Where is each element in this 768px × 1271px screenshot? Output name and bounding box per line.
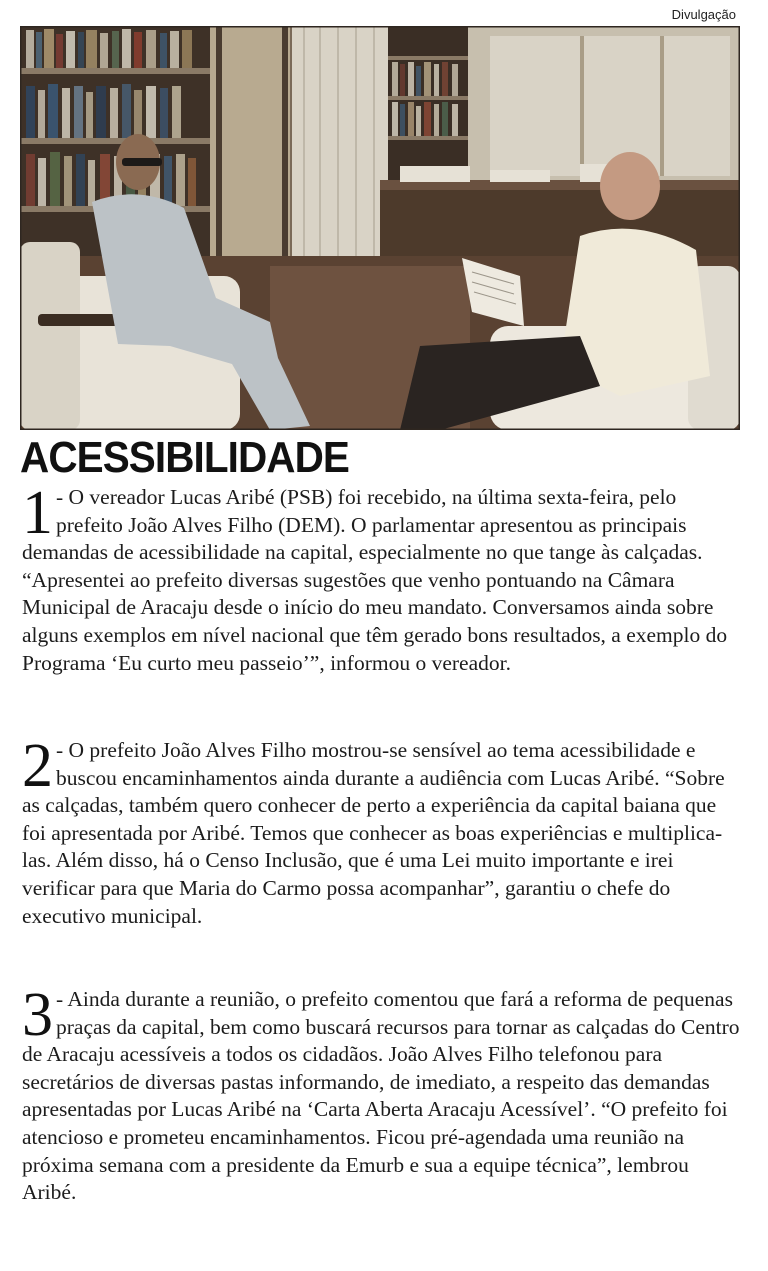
item-number: 1 bbox=[22, 479, 53, 547]
photo-credit: Divulgação bbox=[671, 7, 736, 22]
item-text: - Ainda durante a reunião, o prefeito comentou que fará a reforma de pequenas praças da capital, bem como buscará recursos para tornar as calçadas do Centro de Aracaju acessíveis a todos os cidadãos. João Alves Filho telefonou para secretários de diversas pastas informando, de imediato, a respeito das demandas apresentadas por Lucas Aribé na ‘Carta Aberta Aracaju Acessível’. “O prefeito foi atencioso e prometeu encaminhamentos. Ficou pré-agendada uma reunião na próxima semana com a presidente da Emurb e sua a equipe técnica”, lembrou Aribé. bbox=[22, 987, 740, 1205]
headline: ACESSIBILIDADE bbox=[20, 433, 349, 482]
item-number: 3 bbox=[22, 981, 53, 1049]
item-text: - O prefeito João Alves Filho mostrou-se sensível ao tema acessibilidade e buscou encaminhamentos ainda durante a audiência com Lucas Aribé. “Sobre as calçadas, também quero conhecer de perto a experiência da capital baiana que foi apresentada por Aribé. Temos que conhecer as boas experiências e multiplica-las. Além disso, há o Censo Inclusão, que é uma Lei muito importante e irei verificar para que Maria do Carmo possa acompanhar”, garantiu o chefe do executivo municipal. bbox=[22, 738, 725, 928]
item-number: 2 bbox=[22, 732, 53, 800]
item-text: - O vereador Lucas Aribé (PSB) foi recebido, na última sexta-feira, pelo prefeito João Alves Filho (DEM). O parlamentar apresentou as principais demandas de acessibilidade na capital, especialmente no que tange às calçadas. “Apresentei ao prefeito diversas sugestões que venho pontuando na Câmara Municipal de Aracaju desde o início do meu mandato. Conversamos ainda sobre alguns exemplos em nível nacional que têm gerado bons resultados, a exemplo do Programa ‘Eu curto meu passeio’”, informou o vereador. bbox=[22, 485, 728, 675]
news-item-3 bbox=[22, 981, 740, 1207]
news-item-1 bbox=[22, 479, 740, 677]
meeting-photo bbox=[20, 26, 740, 430]
news-item-2 bbox=[22, 732, 740, 930]
